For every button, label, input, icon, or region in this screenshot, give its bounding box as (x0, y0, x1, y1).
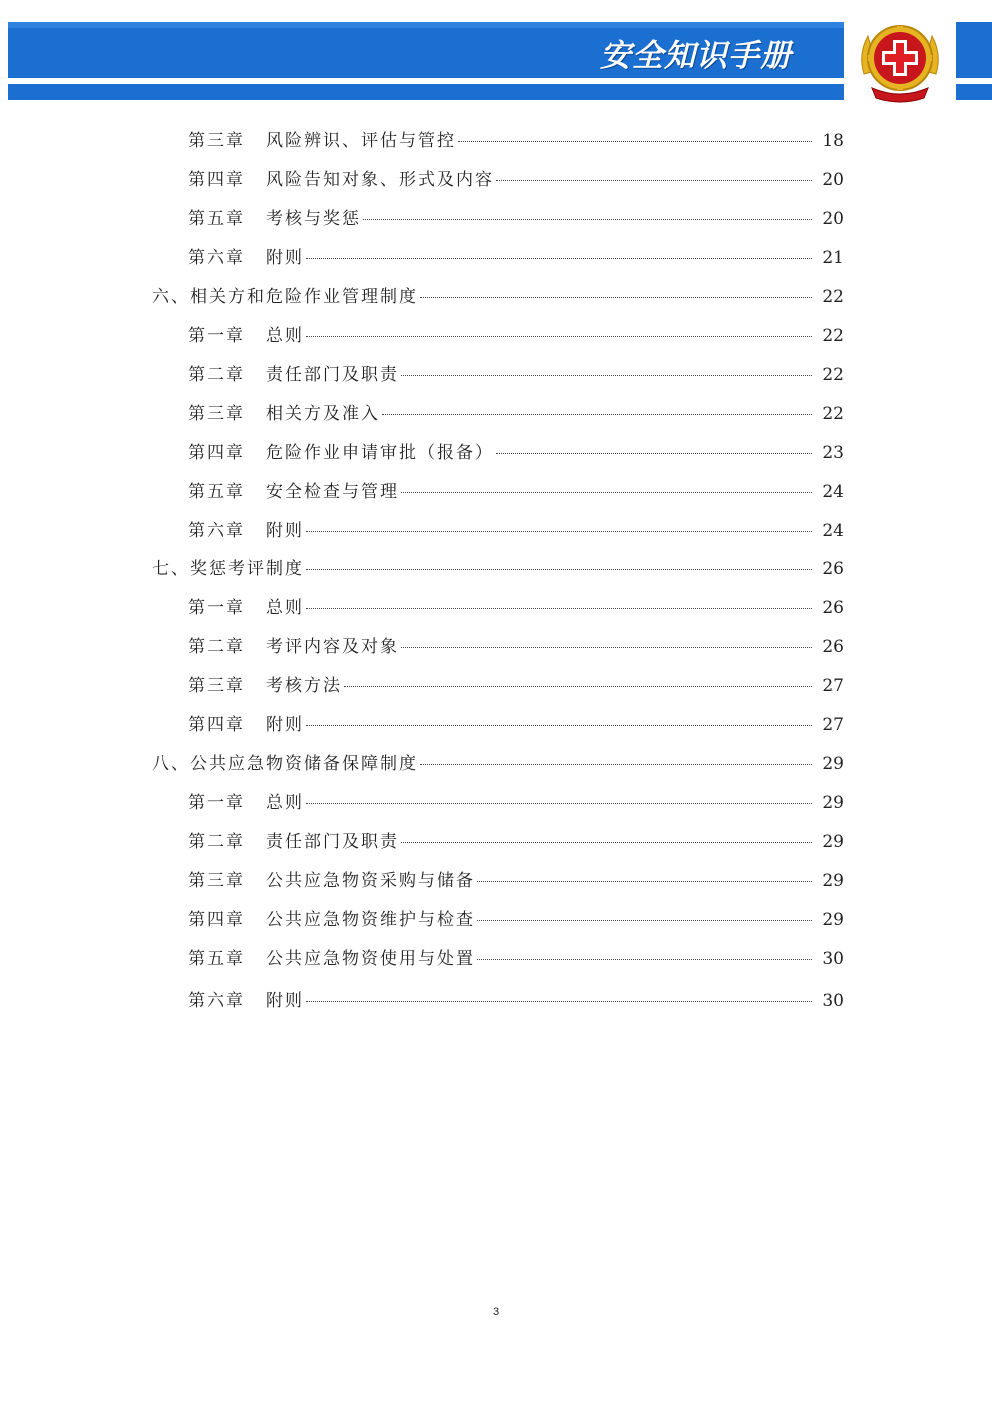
toc-chapter-number: 第二章 (188, 832, 245, 853)
toc-chapter-entry[interactable] (188, 788, 844, 816)
toc-entry-title: 总则 (266, 598, 304, 619)
toc-page-number: 26 (822, 559, 844, 580)
toc-chapter-number: 第四章 (188, 169, 245, 190)
toc-dot-leader (306, 803, 812, 804)
toc-page-number: 21 (822, 247, 844, 268)
toc-chapter-number: 第三章 (188, 871, 245, 892)
toc-dot-leader (306, 336, 812, 337)
toc-chapter-number: 第三章 (188, 403, 245, 424)
toc-chapter-number: 第一章 (188, 793, 245, 814)
toc-page-number: 24 (822, 481, 844, 502)
toc-page-number: 29 (822, 910, 844, 930)
toc-entry-label (188, 477, 399, 502)
toc-entry-title: 责任部门及职责 (266, 832, 399, 853)
toc-chapter-entry[interactable] (188, 866, 844, 894)
toc-dot-leader (496, 453, 812, 454)
header-strip-right (956, 84, 992, 100)
toc-entry-label (188, 360, 399, 385)
toc-entry-label (188, 632, 399, 657)
toc-dot-leader (306, 1001, 812, 1002)
toc-chapter-number: 第四章 (188, 715, 245, 736)
toc-chapter-entry[interactable] (188, 593, 844, 621)
toc-page-number: 29 (822, 832, 844, 853)
toc-entry-label (188, 321, 304, 346)
toc-chapter-entry[interactable] (188, 399, 844, 427)
toc-page-number: 30 (822, 948, 844, 969)
manual-title: 安全知识手册 (600, 38, 792, 74)
toc-entry-label (188, 986, 304, 1011)
toc-chapter-entry[interactable] (188, 710, 844, 738)
toc-chapter-entry[interactable] (188, 438, 844, 466)
toc-chapter-entry[interactable] (188, 632, 844, 660)
toc-page-number: 23 (822, 442, 844, 463)
toc-entry-label (188, 593, 304, 618)
toc-dot-leader (306, 569, 812, 570)
toc-page-number: 30 (822, 990, 844, 1011)
toc-entry-title: 风险辨识、评估与管控 (266, 131, 456, 151)
toc-entry-label (152, 554, 304, 579)
toc-entry-title: 附则 (266, 520, 304, 541)
toc-dot-leader (306, 725, 812, 726)
toc-chapter-entry[interactable] (188, 243, 844, 271)
toc-chapter-number: 第一章 (188, 598, 245, 619)
toc-dot-leader (401, 647, 812, 648)
toc-entry-label (188, 788, 304, 813)
toc-chapter-entry[interactable] (188, 126, 844, 154)
toc-entry-title: 公共应急物资采购与储备 (266, 871, 475, 892)
toc-dot-leader (382, 414, 812, 415)
toc-page-number: 27 (822, 676, 844, 697)
header-bar-right (956, 22, 992, 78)
toc-chapter-number: 第五章 (188, 481, 245, 502)
toc-dot-leader (344, 686, 812, 687)
toc-chapter-entry[interactable] (188, 204, 844, 232)
toc-page-number: 29 (822, 793, 844, 814)
toc-dot-leader (401, 492, 812, 493)
toc-chapter-number: 第四章 (188, 910, 245, 930)
toc-chapter-number: 第五章 (188, 208, 245, 229)
safety-cross-emblem-icon (852, 14, 948, 106)
toc-entry-title: 风险告知对象、形式及内容 (266, 169, 494, 190)
toc-chapter-number: 第五章 (188, 948, 245, 969)
toc-entry-label (188, 204, 361, 229)
toc-page-number: 26 (822, 637, 844, 658)
toc-entry-title: 总则 (266, 325, 304, 346)
toc-chapter-number: 第六章 (188, 520, 245, 541)
toc-entry-title: 考评内容及对象 (266, 637, 399, 658)
toc-chapter-entry[interactable] (188, 827, 844, 855)
toc-chapter-number: 第一章 (188, 325, 245, 346)
toc-chapter-number: 第六章 (188, 990, 245, 1011)
toc-chapter-number: 第六章 (188, 247, 245, 268)
toc-chapter-entry[interactable] (188, 986, 844, 1014)
toc-chapter-entry[interactable] (188, 477, 844, 505)
toc-entry-title: 八、公共应急物资储备保障制度 (152, 754, 418, 775)
toc-entry-title: 考核方法 (266, 676, 342, 697)
toc-chapter-number: 第三章 (188, 131, 245, 151)
toc-section-entry[interactable] (152, 554, 844, 582)
toc-dot-leader (401, 842, 812, 843)
toc-dot-leader (496, 180, 812, 181)
toc-chapter-entry[interactable] (188, 905, 844, 933)
toc-entry-title: 责任部门及职责 (266, 364, 399, 385)
toc-dot-leader (306, 531, 812, 532)
toc-entry-label (188, 944, 475, 969)
toc-chapter-number: 第三章 (188, 676, 245, 697)
toc-chapter-entry[interactable] (188, 671, 844, 699)
toc-chapter-entry[interactable] (188, 944, 844, 972)
toc-page-number: 22 (822, 286, 844, 307)
page-header (0, 0, 992, 110)
toc-entry-title: 考核与奖惩 (266, 208, 361, 229)
toc-chapter-entry[interactable] (188, 360, 844, 388)
toc-dot-leader (420, 297, 812, 298)
toc-page-number: 24 (822, 520, 844, 541)
toc-entry-title: 公共应急物资使用与处置 (266, 948, 475, 969)
toc-entry-label (188, 399, 380, 424)
toc-entry-label (188, 126, 456, 151)
toc-page-number: 22 (822, 325, 844, 346)
toc-chapter-number: 第四章 (188, 442, 245, 463)
toc-entry-label (188, 905, 475, 930)
toc-page-number: 22 (822, 364, 844, 385)
toc-entry-title: 附则 (266, 247, 304, 268)
toc-section-entry[interactable] (152, 282, 844, 310)
toc-page-number: 20 (822, 208, 844, 229)
toc-page-number: 27 (822, 715, 844, 736)
toc-dot-leader (401, 375, 812, 376)
toc-chapter-entry[interactable] (188, 321, 844, 349)
toc-entry-title: 附则 (266, 715, 304, 736)
toc-chapter-entry[interactable] (188, 516, 844, 544)
toc-page-number: 22 (822, 403, 844, 424)
toc-entry-title: 六、相关方和危险作业管理制度 (152, 286, 418, 307)
toc-page-number: 29 (822, 871, 844, 892)
toc-entry-title: 安全检查与管理 (266, 481, 399, 502)
toc-entry-label (188, 710, 304, 735)
toc-dot-leader (420, 764, 812, 765)
toc-entry-label (188, 243, 304, 268)
toc-section-entry[interactable] (152, 749, 844, 777)
header-strip (8, 84, 844, 100)
toc-dot-leader (306, 608, 812, 609)
toc-entry-title: 公共应急物资维护与检查 (266, 910, 475, 930)
toc-dot-leader (477, 959, 812, 960)
toc-entry-label (188, 827, 399, 852)
toc-entry-label (152, 282, 418, 307)
toc-dot-leader (477, 920, 812, 921)
toc-dot-leader (306, 258, 812, 259)
toc-entry-label (188, 516, 304, 541)
toc-dot-leader (477, 881, 812, 882)
toc-entry-title: 危险作业申请审批（报备） (266, 442, 494, 463)
toc-entry-title: 附则 (266, 990, 304, 1011)
toc-entry-label (188, 866, 475, 891)
toc-dot-leader (363, 219, 812, 220)
toc-chapter-entry[interactable] (188, 165, 844, 193)
toc-page-number: 20 (822, 169, 844, 190)
toc-entry-title: 相关方及准入 (266, 403, 380, 424)
toc-entry-label (188, 671, 342, 696)
toc-page-number: 18 (822, 131, 844, 151)
toc-page-number: 29 (822, 754, 844, 775)
toc-entry-label (188, 165, 494, 190)
page-number: 3 (492, 1306, 500, 1318)
toc-chapter-number: 第二章 (188, 364, 245, 385)
toc-entry-label (188, 438, 494, 463)
toc-chapter-number: 第二章 (188, 637, 245, 658)
toc-dot-leader (458, 141, 812, 142)
toc-entry-title: 总则 (266, 793, 304, 814)
toc-entry-title: 七、奖惩考评制度 (152, 559, 304, 580)
toc-entry-label (152, 749, 418, 774)
toc-page-number: 26 (822, 598, 844, 619)
